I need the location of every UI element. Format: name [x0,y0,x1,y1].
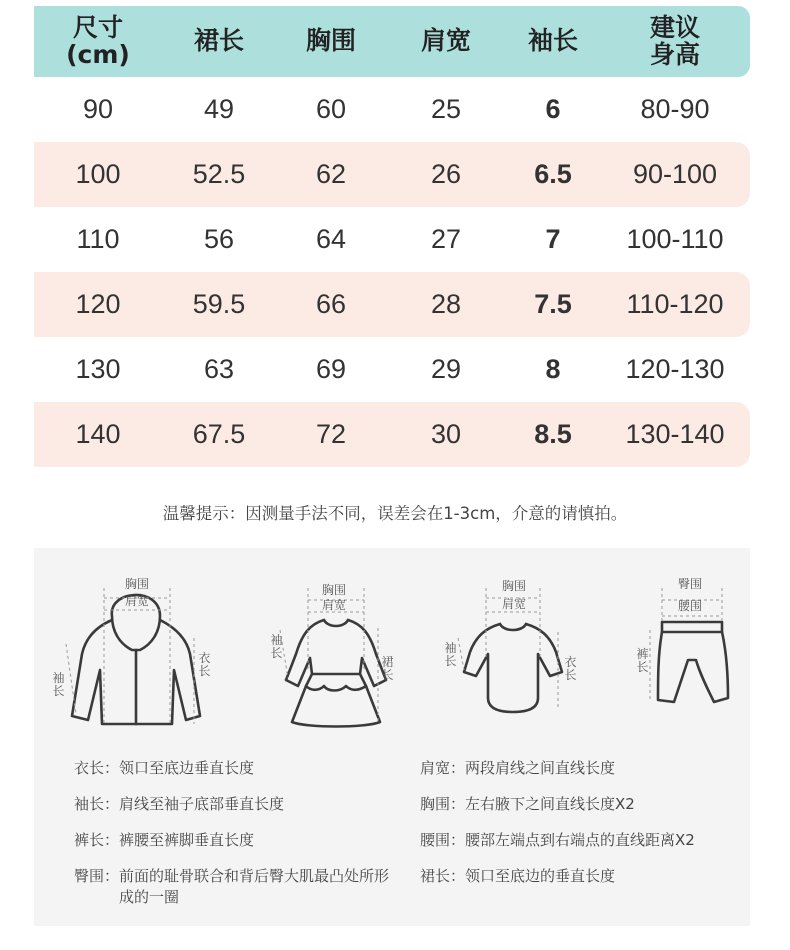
chest-label: 胸围 [322,583,347,597]
table-cell: 66 [315,289,347,319]
length-label: 裤长 [636,647,649,674]
table-cell: 120-130 [625,354,725,384]
table-cell: 29 [430,354,462,384]
table-cell: 52.5 [192,159,246,189]
definition-item: 衣长： 领口至底边垂直长度 [74,759,255,777]
measurement-tip: 温馨提示：因测量手法不同，误差会在1-3cm，介意的请慎拍。 [162,504,628,523]
table-cell: 140 [75,419,121,449]
table-cell: 49 [203,94,235,124]
header-chest: 胸围 [305,26,356,56]
definition-item: 裙长： 领口至底边的垂直长度 [420,867,616,885]
shoulder-label: 肩宽 [322,598,347,612]
table-cell: 90-100 [632,159,718,189]
length-label: 裙长 [381,655,394,682]
table-cell: 80-90 [640,94,710,124]
table-cell: 27 [430,224,462,254]
sleeve-label: 袖长 [52,671,65,698]
table-cell: 25 [430,94,462,124]
table-cell: 110-120 [626,289,724,319]
romper-diagram [438,578,588,718]
hip-label: 臀围 [678,577,703,591]
definition-item: 腰围： 腰部左端点到右端点的直线距离X2 [420,831,695,849]
table-cell: 56 [203,224,235,254]
table-row [34,337,750,402]
table-cell: 120 [75,289,121,319]
table-cell: 30 [430,419,462,449]
table-cell: 67.5 [192,419,246,449]
table-row [34,207,750,272]
table-cell: 8.5 [534,419,572,449]
chest-label: 胸围 [502,579,527,593]
table-cell: 26 [430,159,462,189]
table-row [34,77,750,142]
table-cell: 110 [76,224,120,254]
length-label: 衣长 [564,655,577,682]
measurement-guide [34,548,750,926]
header-shoulder: 肩宽 [420,26,471,56]
jacket-diagram [48,574,218,734]
header-dress-length: 裙长 [193,26,244,56]
table-cell: 64 [315,224,347,254]
dress-diagram [266,574,406,734]
size-table [34,6,750,467]
table-cell: 90 [82,94,114,124]
table-cell: 28 [430,289,462,319]
definition-item: 袖长： 肩线至袖子底部垂直长度 [74,795,285,813]
table-cell: 130-140 [625,419,725,449]
header-height: 建议 身高 [649,13,700,69]
table-row [34,272,750,337]
table-cell: 62 [315,159,347,189]
waist-label: 腰围 [678,599,703,613]
definition-item: 臀围： 前面的耻骨联合和背后臀大肌最凸处所形成的一圈 [74,867,390,906]
table-row [34,402,750,467]
table-cell: 6 [545,94,561,124]
definition-item: 裤长： 裤腰至裤脚垂直长度 [74,831,255,849]
table-cell: 63 [203,354,235,384]
sleeve-label: 袖长 [444,641,457,668]
definition-item: 胸围： 左右腋下之间直线长度X2 [420,795,635,813]
table-cell: 130 [75,354,121,384]
table-cell: 100 [75,159,121,189]
table-cell: 7 [545,224,561,254]
table-cell: 69 [315,354,347,384]
table-cell: 7.5 [534,289,572,319]
table-cell: 100-110 [626,224,724,254]
header-size: 尺寸 (cm) [66,13,130,69]
table-cell: 59.5 [192,289,246,319]
table-cell: 8 [545,354,561,384]
length-label: 衣长 [198,651,211,678]
table-cell: 72 [315,419,347,449]
definition-item: 肩宽： 两段肩线之间直线长度 [420,759,616,777]
table-header [34,6,750,77]
shoulder-label: 肩宽 [502,597,527,611]
chest-label: 胸围 [125,577,150,591]
pants-diagram [628,578,738,718]
table-cell: 6.5 [534,159,572,189]
table-cell: 60 [315,94,347,124]
shoulder-label: 肩宽 [125,594,150,608]
table-row [34,142,750,207]
header-sleeve: 袖长 [527,26,578,56]
sleeve-label: 袖长 [270,633,283,660]
